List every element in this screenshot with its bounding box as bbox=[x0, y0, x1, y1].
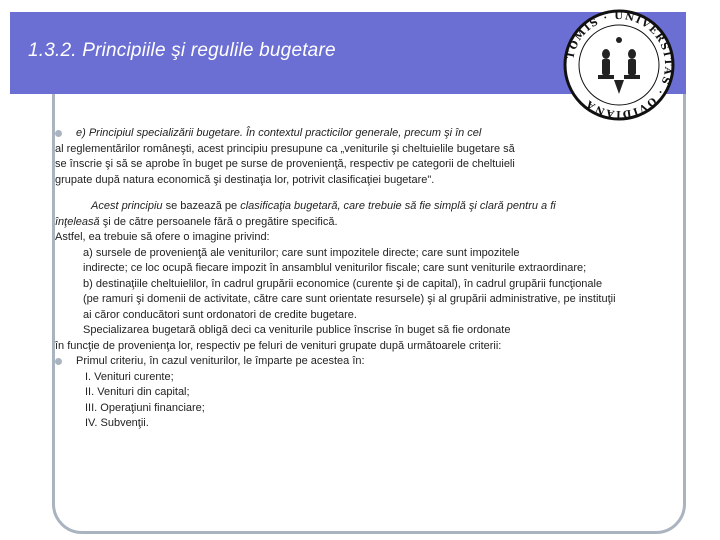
para2-line: a) sursele de provenienţă ale veniturilor; care sunt impozitele directe; care sunt impozitele bbox=[83, 246, 520, 259]
slide-title: 1.3.2. Principiile şi regulile bugetare bbox=[28, 40, 336, 61]
para2-line: ai căror conducători sunt ordonatori de credite bugetare. bbox=[83, 308, 357, 321]
slide-content bbox=[55, 126, 675, 432]
para1-line: se înscrie şi să se aprobe în buget pe surse de provenienţă, respectiv pe categorii de cheltuieli bbox=[55, 158, 515, 170]
university-seal-logo bbox=[562, 8, 676, 122]
para2-line: Acest principiu se bazează pe clasificaţia bugetară, care trebuie să fie simplă şi clară pentru a fi bbox=[91, 200, 556, 212]
para2-line: Astfel, ea trebuie să ofere o imagine privind: bbox=[55, 231, 270, 243]
para2-line: indirecte; ce loc ocupă fiecare impozit în ansamblul veniturilor fiscale; care sunt veniturile extraordinare; bbox=[83, 262, 587, 274]
list-item: IV. Subvenţii. bbox=[85, 417, 149, 429]
para2-line: în funcţie de provenienţa lor, respectiv pe feluri de venituri grupate după următoarele criterii: bbox=[55, 339, 502, 352]
para2-line: înţeleasă şi de către persoanele fără o pregătire specifică. bbox=[55, 215, 338, 228]
list-item: I. Venituri curente; bbox=[85, 370, 174, 383]
para1-line: e) Principiul specializării bugetare. În contextul practicilor generale, precum şi în cel bbox=[55, 126, 675, 142]
bullet-icon bbox=[55, 358, 62, 365]
list-item: III. Operaţiuni financiare; bbox=[85, 401, 205, 414]
list-item: II. Venituri din capital; bbox=[85, 386, 190, 398]
para2-line: Primul criteriu, în cazul veniturilor, le împarte pe acestea în: bbox=[55, 354, 675, 370]
para1-line: al reglementărilor româneşti, acest principiu presupune ca „veniturile şi cheltuielile bugetare să bbox=[55, 142, 515, 155]
para1-line: grupate după natura economică şi destinaţia lor, potrivit clasificaţiei bugetare". bbox=[55, 173, 435, 186]
para2-line: (pe ramuri şi domenii de activitate, către care sunt orientate resursele) şi al grupării administrative, pe instituţii bbox=[83, 293, 616, 305]
bullet-icon bbox=[55, 130, 62, 137]
para2-line: b) destinaţiile cheltuielilor, în cadrul grupării economice (curente şi de capital), în cadrul grupării funcţionale bbox=[83, 277, 603, 290]
svg-text:TOMIS · UNIVERSITAS · OVIDIANA: TOMIS · UNIVERSITAS · OVIDIANA bbox=[565, 10, 674, 120]
para2-line: Specializarea bugetară obligă deci ca veniturile publice înscrise în buget să fie ordonate bbox=[83, 324, 511, 336]
